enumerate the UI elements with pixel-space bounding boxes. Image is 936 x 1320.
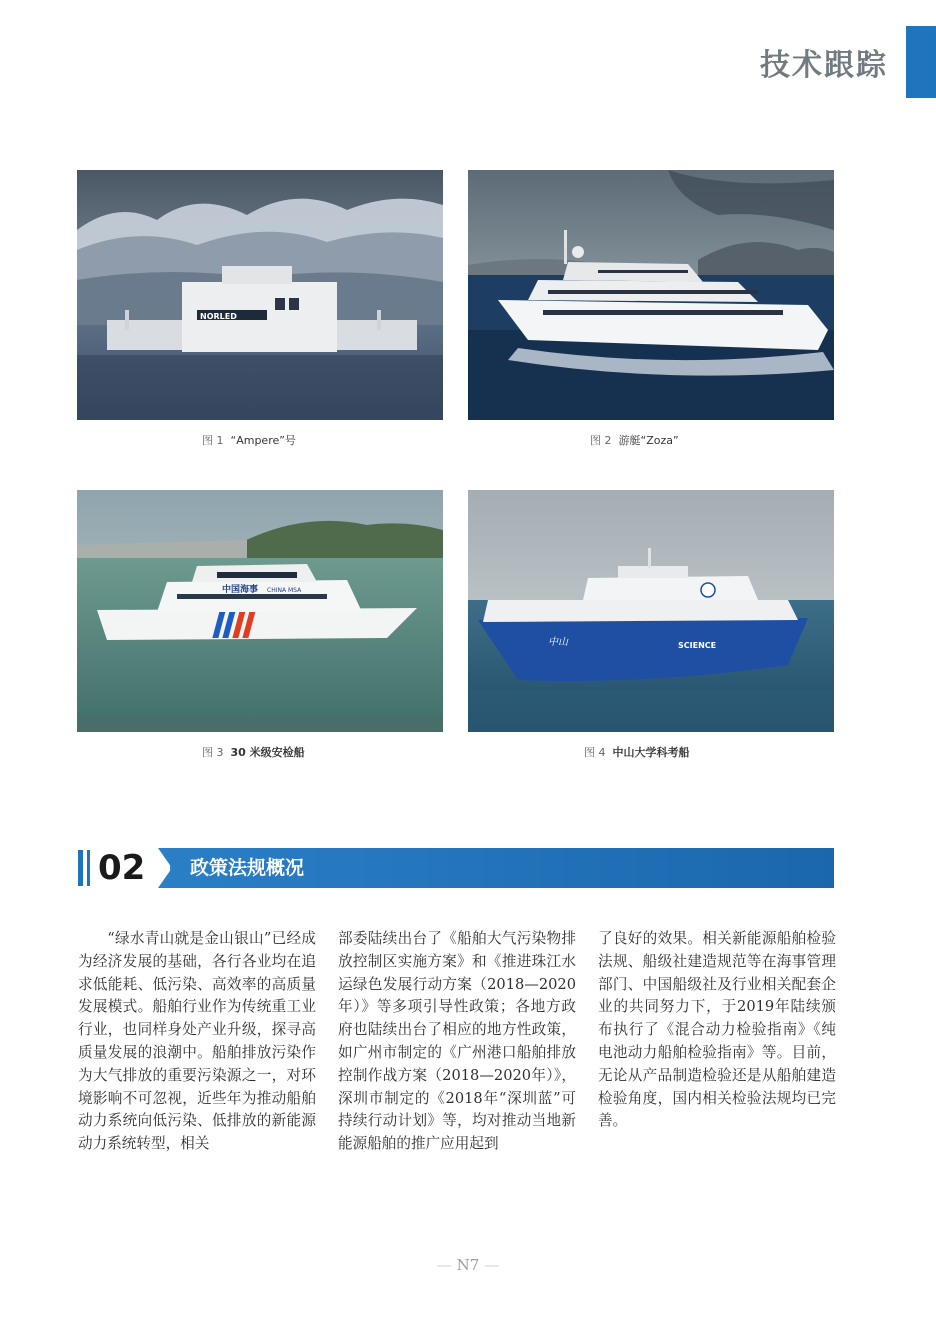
fig3-hull-name: 中国海事 xyxy=(222,585,259,595)
page-section-title: 技术跟踪 xyxy=(760,48,888,83)
figure-1-image xyxy=(77,170,443,420)
figure-3-caption-text: 30 米级安检船 xyxy=(230,746,305,759)
figure-4-image xyxy=(468,490,834,732)
section-heading xyxy=(78,848,834,888)
section-number: 02 xyxy=(98,848,146,888)
fig4-hull-name-en: SCIENCE xyxy=(678,641,717,650)
figure-4-caption-text: 中山大学科考船 xyxy=(612,746,690,759)
body-column-3-text: 了良好的效果。相关新能源船舶检验法规、船级社建造规范等在海事管理部门、中国船级社及行业相关配套企业的共同努力下，于2019年陆续颁布执行了《混合动力检验指南》《纯电池动力船舶检验指南》等。目前，无论从产品制造检验还是从船舶建造检验角度，国内相关检验法规均已完善。 xyxy=(598,930,836,1130)
figure-2-label: 图 2 xyxy=(590,434,612,447)
body-column-2-text: 部委陆续出台了《船舶大气污染物排放控制区实施方案》和《推进珠江水运绿色发展行动方案（2018—2020年）》等多项引导性政策；各地方政府也陆续出台了相应的地方性政策，如广州市制定的《广州港口船舶排放控制作战方案（2018—2020年）》，深圳市制定的《2018年“深圳蓝”可持续行动计划》等，均对推动当地新能源船舶的推广应用起到 xyxy=(338,930,576,1153)
fig4-hull-name: 中山 xyxy=(548,637,568,648)
fig1-hull-name: NORLED xyxy=(200,312,237,321)
page-number: — N7 — xyxy=(436,1256,500,1274)
section-title: 政策法规概况 xyxy=(190,857,305,879)
figure-4-caption xyxy=(584,744,690,760)
body-column-3 xyxy=(598,928,836,1133)
body-column-1 xyxy=(78,928,316,1156)
figure-1-caption xyxy=(202,432,296,448)
fig3-hull-name-en: CHINA MSA xyxy=(267,587,302,594)
body-column-2 xyxy=(338,928,576,1156)
figure-3-image xyxy=(77,490,443,732)
figure-2-image xyxy=(468,170,834,420)
header-accent-bar xyxy=(906,26,936,98)
figure-1-caption-text: “Ampere”号 xyxy=(230,434,296,447)
figure-3-caption xyxy=(202,744,305,760)
figure-1-label: 图 1 xyxy=(202,434,224,447)
figure-4-label: 图 4 xyxy=(584,746,606,759)
section-arrow-icon xyxy=(148,848,178,888)
figure-2-caption xyxy=(590,432,679,448)
figure-2-caption-text: 游艇“Zoza” xyxy=(618,434,679,447)
page-number-text: N7 xyxy=(456,1256,480,1274)
body-column-1-text: “绿水青山就是金山银山”已经成为经济发展的基础，各行各业均在追求低能耗、低污染、高效率的高质量发展模式。船舶行业作为传统重工业行业，也同样身处产业升级，探寻高质量发展的浪潮中。船舶排放污染作为大气排放的重要污染源之一，对环境影响不可忽视，近些年为推动船舶动力系统向低污染、低排放的新能源动力系统转型，相关 xyxy=(78,930,316,1153)
figure-3-label: 图 3 xyxy=(202,746,224,759)
